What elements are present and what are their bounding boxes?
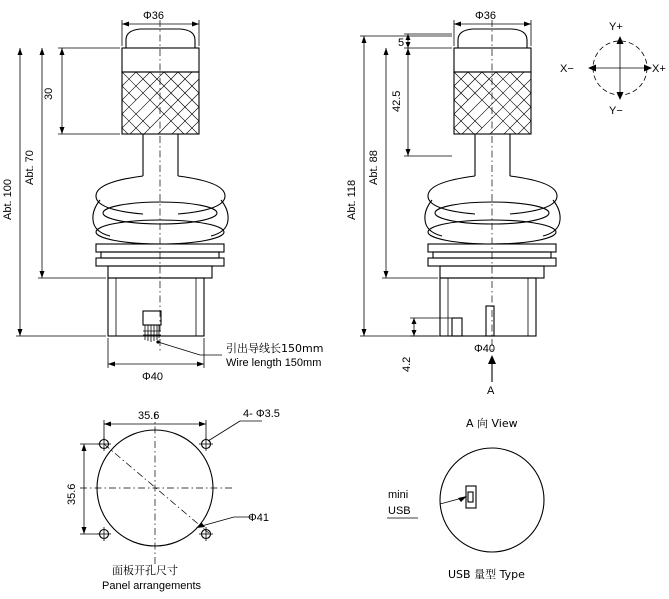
panel-caption-en: Panel arrangements — [102, 580, 202, 592]
axis-x-minus-label: X− — [560, 63, 574, 75]
wire-note-cn: 引出导线长150mm — [226, 342, 324, 355]
front-knob-height-label: 30 — [43, 87, 55, 100]
a-view-usb — [387, 416, 544, 581]
knurl-pattern-side — [454, 72, 531, 134]
panel-arrangement-view — [66, 408, 280, 592]
usb-label-mini: mini — [388, 489, 409, 501]
front-base-dia-label: Φ40 — [142, 371, 164, 383]
a-view-title: A 向 View — [466, 417, 518, 430]
panel-width-label: 35.6 — [138, 410, 160, 422]
axis-indicator — [560, 21, 666, 117]
side-d425-label: 42.5 — [391, 90, 403, 112]
side-abt118-label: Abt. 118 — [346, 179, 358, 220]
side-abt88-label: Abt. 88 — [368, 150, 380, 185]
front-abt70-label: Abt. 70 — [24, 150, 36, 185]
wire-note-en: Wire length 150mm — [226, 357, 322, 369]
axis-x-plus-label: X+ — [652, 63, 666, 75]
side-view — [346, 10, 560, 397]
front-abt100-label: Abt. 100 — [2, 179, 14, 220]
side-d5-label: 5 — [398, 37, 405, 49]
knurl-pattern — [122, 72, 199, 134]
panel-holes-label: 4- Φ3.5 — [243, 408, 280, 420]
side-arrow-a-label: A — [487, 385, 495, 397]
front-view — [2, 10, 323, 383]
axis-y-plus-label: Y+ — [609, 21, 623, 33]
panel-height-label: 35.6 — [66, 483, 78, 505]
panel-caption-cn: 面板开孔尺寸 — [112, 564, 178, 577]
side-base-dia-label: Φ40 — [474, 343, 496, 355]
front-top-dia-label: Φ36 — [143, 10, 165, 22]
axis-y-minus-label: Y− — [609, 105, 623, 117]
side-d42-label: 4.2 — [401, 356, 413, 372]
usb-caption: USB 量型 Type — [448, 568, 525, 581]
wire-bundle — [143, 325, 161, 342]
panel-cut-dia-label: Φ41 — [248, 512, 270, 524]
side-top-dia-label: Φ36 — [475, 10, 497, 22]
usb-label-usb: USB — [388, 505, 411, 517]
